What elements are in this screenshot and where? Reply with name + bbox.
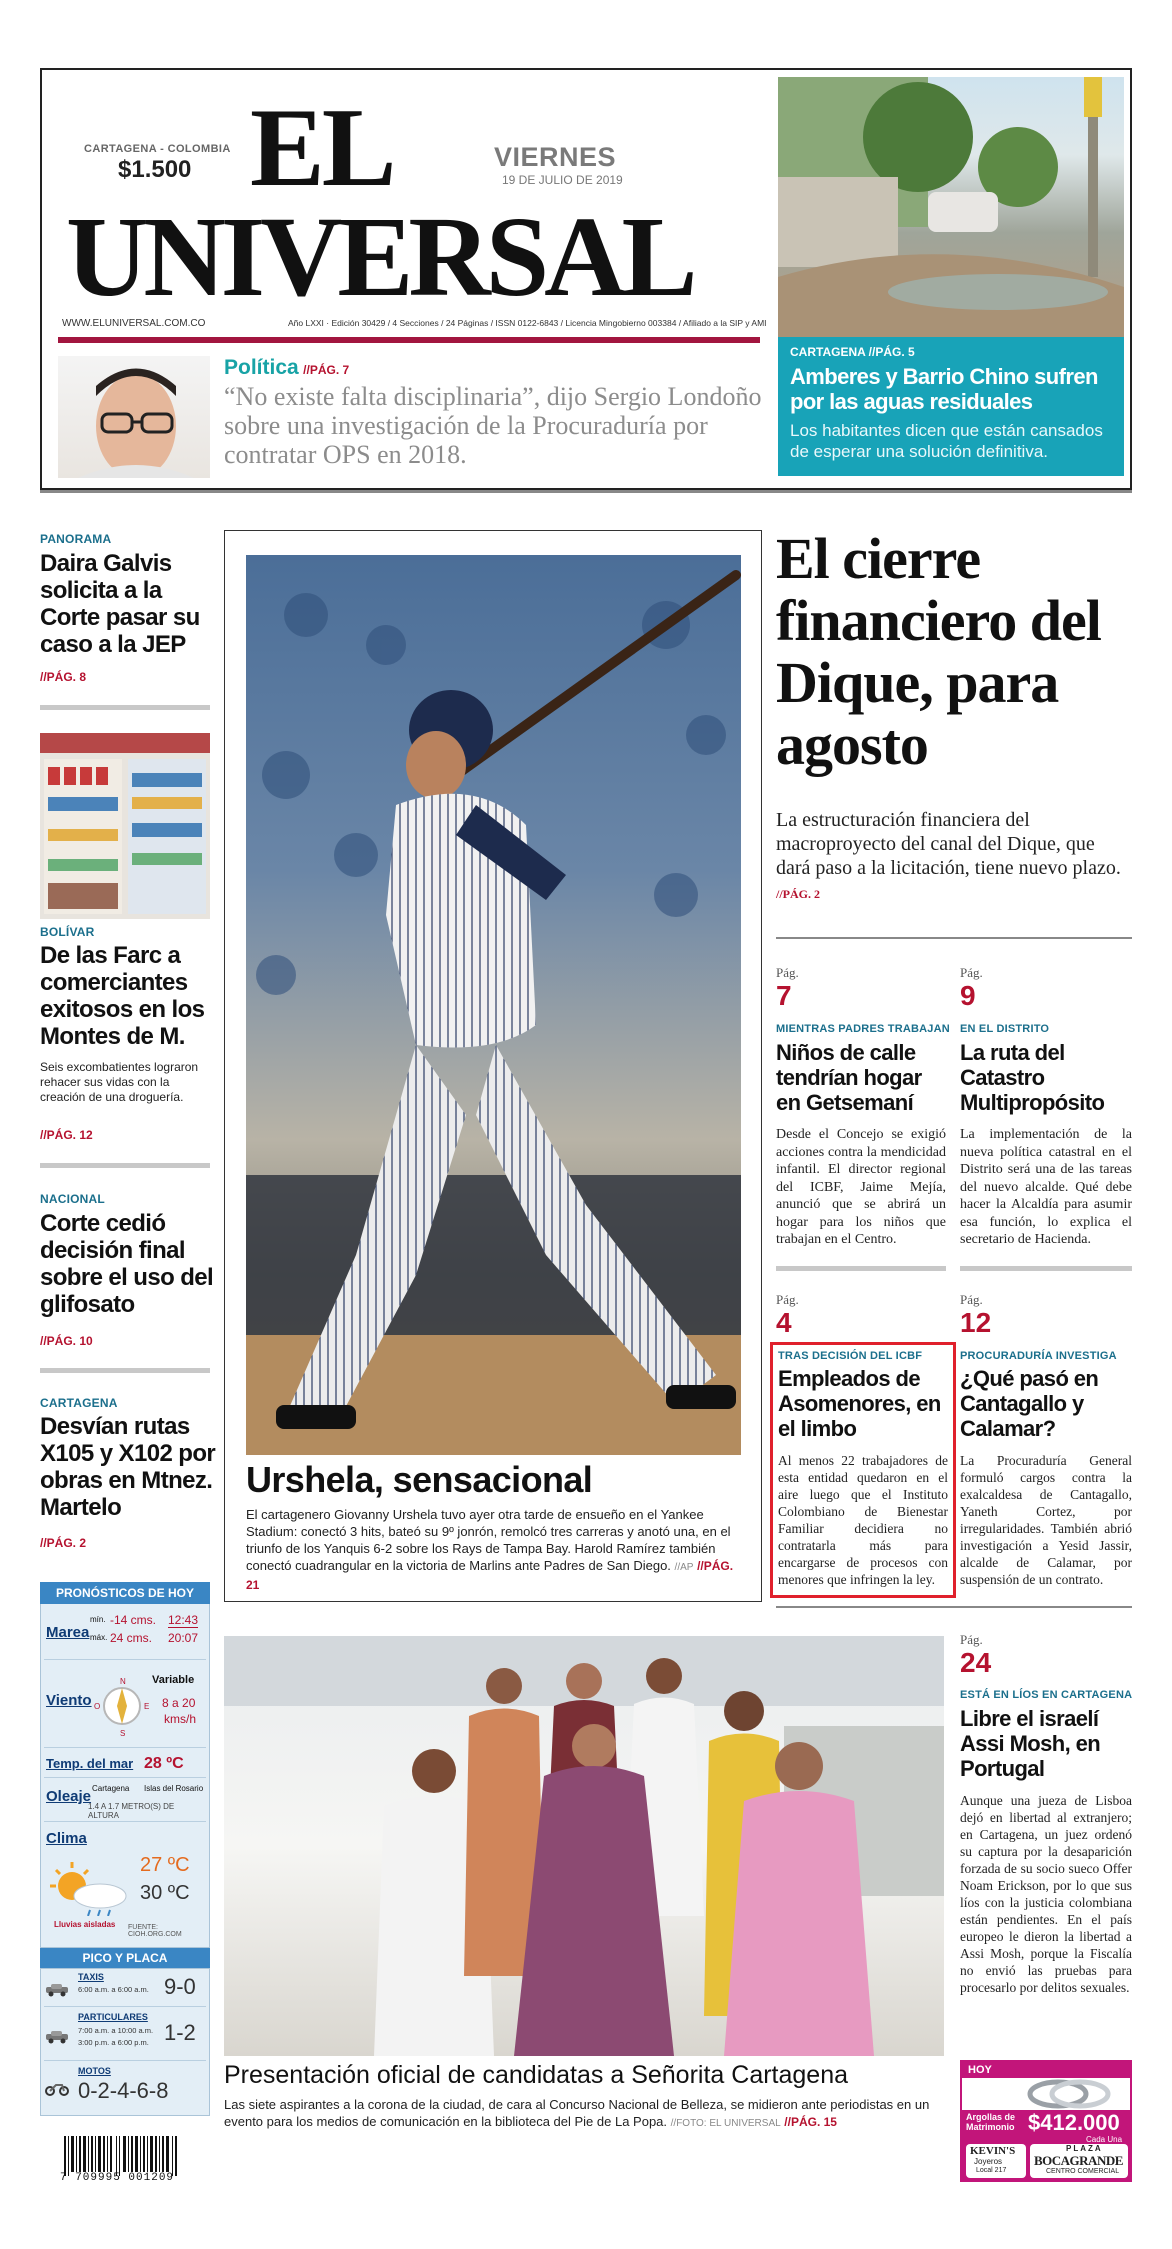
politica-section-label: Política [224,356,299,379]
politica-quote: “No existe falta disciplinaria”, dijo Sergio Londoño sobre una investigación de la Procuraduría por contratar OPS en 2018. [224,382,762,469]
top-right-deck: Los habitantes dicen que están cansados de esperar una solución definitiva. [790,421,1103,461]
car-icon [44,2030,70,2044]
brief-7-num: 7 [776,980,792,1011]
masthead-city: CARTAGENA - COLOMBIA [84,143,231,155]
weather-row-clima [44,1824,206,1940]
briefs-divider-b [960,1266,1132,1271]
left-divider-1 [40,705,210,710]
lead-page-ref: //PÁG. 2 [776,887,820,901]
ad-hoy: HOY [962,2062,1130,2078]
taxis-hours: 6:00 a.m. a 6:00 a.m. [78,1985,149,1994]
left-page-cartagena: //PÁG. 2 [40,1536,87,1550]
sun-rain-icon [46,1860,130,1916]
main-photo-page: //PÁG. 21 [246,1559,734,1592]
oleaje-place-b: Islas del Rosario [144,1784,204,1793]
politician-portrait [58,356,210,478]
politica-page-ref: //PÁG. 7 [303,363,350,377]
brief-24-num: 24 [960,1647,992,1678]
particulares-hours-1: 7:00 a.m. a 10:00 a.m. [78,2026,154,2035]
left-kicker-cartagena: CARTAGENA [40,1396,118,1410]
brief-12-body: La Procuraduría General formuló cargos contra la exalcaldesa de Cantagallo, Yaneth Cortez, por irregularidades. También abrió investigación a Yesid Jassir, alcalde de Calamar, por suspensión de un contrato. [960,1453,1132,1587]
politica-section [224,356,349,380]
viento-direction: Variable [152,1674,195,1686]
left-headline-panorama[interactable]: Daira Galvis solicita a la Corte pasar su caso a la JEP [40,550,200,658]
brief-24-pag: Pág. [960,1632,983,1647]
masthead-date: 19 DE JULIO DE 2019 [502,173,623,187]
ad-each: Cada Una [1086,2135,1123,2144]
left-page-panorama: //PÁG. 8 [40,670,87,684]
svg-text:S: S [120,1729,126,1736]
lead-deck-text: La estructuración financiera del macroproyecto del canal del Dique, que dará paso a la licitación, tiene nuevo plazo. [776,809,1121,879]
svg-text:O: O [94,1702,101,1711]
street-sewage-photo [778,77,1124,337]
bottom-photo-page: //PÁG. 15 [784,2115,837,2129]
left-headline-nacional[interactable]: Corte cedió decisión final sobre el uso del glifosato [40,1210,214,1318]
marea-max-label: máx. [90,1633,108,1642]
left-page-nacional: //PÁG. 10 [40,1334,93,1348]
main-photo-credit: //AP [674,1562,694,1573]
weather-row-temp [44,1750,206,1778]
brief-24-body: Aunque una jueza de Lisboa dejó en libertad al extranjero; en Cartagena, un juez ordenó su captura por la desaparición forzada de su socio sueco Offer Noam Erickson, por lo que sus líos con la justicia colombiana están pendientes. En el país europeo le dieron la libertad a Assi Mosh, porque la Fiscalía no envió las pruebas para procesarlo por delitos sexuales. [960,1793,1132,1995]
briefs-bottom-rule [776,1606,1132,1608]
left-headline-bolivar[interactable]: De las Farc a comerciantes exitosos en los Montes de M. [40,942,205,1050]
brief-9-headline[interactable]: La ruta del Catastro Multipropósito [960,1040,1105,1115]
baseball-player-photo[interactable] [246,555,741,1455]
viento-value: 8 a 20 [162,1696,196,1710]
svg-text:N: N [120,1677,126,1686]
marea-min: -14 cms. [110,1613,157,1627]
svg-text:E: E [144,1702,150,1711]
ad-local: Local 217 [976,2167,1007,2174]
lead-divider [776,937,1132,939]
masthead-price: $1.500 [118,156,192,183]
brief-4-pag: Pág. [776,1292,799,1307]
taxi-icon [44,1983,70,1997]
weather-source: FUENTE: CIOH.ORG.COM [128,1924,182,1938]
ad-mall-2: CENTRO COMERCIAL [1046,2168,1120,2175]
ad-brand: KEVIN'S [970,2145,1016,2157]
ad-mall: BOCAGRANDE [1034,2153,1123,2168]
main-photo-caption [246,1506,746,1594]
left-deck-bolivar: Seis excombatientes lograron rehacer sus vidas con la creación de una droguería. [40,1060,199,1104]
weather-row-marea [44,1610,206,1660]
rings-icon [1020,2076,1120,2110]
masthead-rule [58,337,760,343]
taxis-label: TAXIS [78,1972,104,1982]
bottom-photo-credit: //FOTO: EL UNIVERSAL [670,2118,781,2129]
clima-label: Clima [46,1830,87,1847]
motorcycle-icon [44,2080,70,2096]
motos-value: 0-2-4-6-8 [78,2078,169,2103]
marea-max: 24 cms. [110,1631,153,1645]
weather-row-viento [44,1662,206,1748]
weather-row-oleaje [44,1780,206,1822]
brief-12-pag: Pág. [960,1292,983,1307]
pico-title: PICO Y PLACA [40,1948,210,1968]
brief-4-body: Al menos 22 trabajadores de esta entidad quedaron en el aire luego que el Instituto Colombiano de Bienestar Familiar decidiera no contratarla más para encargarse de procesos con menores que infringen la ley. [778,1453,948,1587]
briefs-divider-a [776,1266,946,1271]
brief-7-headline[interactable]: Niños de calle tendrían hogar en Getsemaní [776,1040,922,1115]
oleaje-place-a: Cartagena [92,1784,130,1793]
particulares-value: 1-2 [164,2020,196,2045]
viento-unit: kms/h [164,1712,197,1726]
left-page-bolivar: //PÁG. 12 [40,1128,93,1142]
viento-label: Viento [46,1692,92,1709]
left-divider-2 [40,1163,210,1168]
motos-label: MOTOS [78,2066,111,2076]
bottom-photo-caption [224,2096,944,2132]
compass-icon [94,1676,150,1736]
brief-9-pag: Pág. [960,965,983,980]
masthead-edition-info: Año LXXI · Edición 30429 / 4 Secciones / 24 Páginas / ISSN 0122-6843 / Licencia Mingobierno 003384 / Afiliado a la SIP y AMI [288,318,767,328]
brief-12-num: 12 [960,1307,992,1338]
clima-desc: Lluvias aisladas [54,1920,116,1929]
pharmacy-photo [40,733,210,919]
brief-7-kicker: MIENTRAS PADRES TRABAJAN [776,1023,950,1035]
top-right-kicker: CARTAGENA //PÁG. 5 [790,345,915,359]
bottom-photo-headline[interactable]: Presentación oficial de candidatas a Señorita Cartagena [224,2061,849,2089]
candidates-photo[interactable] [224,1636,944,2056]
brief-24-kicker: ESTÁ EN LÍOS EN CARTAGENA [960,1689,1133,1701]
marea-label: Marea [46,1624,90,1641]
left-divider-3 [40,1368,210,1373]
lead-headline[interactable]: El cierre financiero del Dique, para agosto [776,526,1101,777]
left-kicker-nacional: NACIONAL [40,1192,105,1206]
marea-min-time: 12:43 [168,1613,199,1627]
particulares-hours-2: 3:00 p.m. a 6:00 p.m. [78,2038,149,2047]
brief-4-kicker: TRAS DECISIÓN DEL ICBF [778,1350,923,1362]
masthead-name-line2: UNIVERSAL [66,193,693,320]
left-kicker-panorama: PANORAMA [40,532,112,546]
masthead-website[interactable]: WWW.ELUNIVERSAL.COM.CO [62,318,206,329]
brief-9-num: 9 [960,980,976,1011]
temp-value: 28 ºC [144,1755,184,1772]
top-right-headline[interactable]: Amberes y Barrio Chino sufren por las aguas residuales [790,364,1098,414]
marea-max-time: 20:07 [168,1631,199,1645]
ad-offer: Argollas de Matrimonio [966,2112,1016,2132]
taxis-value: 9-0 [164,1974,196,1999]
brief-9-kicker: EN EL DISTRITO [960,1023,1050,1035]
marea-min-label: mín. [90,1615,106,1624]
particulares-label: PARTICULARES [78,2012,148,2022]
ad-plaza: PLAZA [1066,2144,1103,2153]
brief-7-pag: Pág. [776,965,799,980]
oleaje-label: Oleaje [46,1788,92,1805]
left-kicker-bolivar: BOLÍVAR [40,925,95,939]
main-photo-caption-text: El cartagenero Giovanny Urshela tuvo ayer otra tarde de ensueño en el Yankee Stadium: conectó 3 hits, bateó su 9º jonrón, remolcó tres carreras y anotó una, en el triunfo de los Yanquis 6-2 sobre los Rays de Tampa Bay. Harold Ramírez también conectó cuadrangular en la victoria de Marlins ante Padres de San Diego. [246,1507,731,1573]
weather-title: PRONÓSTICOS DE HOY [40,1582,210,1604]
ad-price: $412.000 [1028,2110,1120,2135]
pico-divider-1 [44,2006,206,2007]
ad-brand-2: Joyeros [974,2157,1003,2166]
bottom-photo-caption-text: Las siete aspirantes a la corona de la ciudad, de cara al Concurso Nacional de Belleza, se midieron ante periodistas en un evento para los medios de comunicación en la biblioteca del Pie de La Popa. [224,2097,930,2129]
clima-temp-1: 27 ºC [140,1854,190,1876]
brief-7-body: Desde el Concejo se exigió acciones contra la mendicidad infantil. El director regional del ICBF, Jaime Mejía, anunció que se abrirá un hogar para los niños que trabajan en el Centro. [776,1127,946,1247]
oleaje-value: 1.4 A 1.7 METRO(S) DE ALTURA [88,1802,175,1820]
brief-4-headline[interactable]: Empleados de Asomenores, en el limbo [778,1366,941,1441]
lead-deck [776,808,1126,906]
masthead-bottom-rule [40,490,1132,493]
brief-24-headline[interactable]: Libre el israelí Assi Mosh, en Portugal [960,1706,1101,1781]
brief-4-num: 4 [776,1307,792,1338]
masthead-name-line1: EL [250,86,394,210]
brief-12-headline[interactable]: ¿Qué pasó en Cantagallo y Calamar? [960,1366,1099,1441]
clima-temp-2: 30 ºC [140,1882,190,1904]
pico-divider-2 [44,2060,206,2061]
main-photo-headline[interactable]: Urshela, sensacional [246,1459,593,1500]
brief-12-kicker: PROCURADURÍA INVESTIGA [960,1350,1117,1362]
masthead-day: VIERNES [494,142,617,172]
temp-label: Temp. del mar [46,1756,134,1771]
brief-9-body: La implementación de la nueva política catastral en el Distrito será una de las tareas del nuevo alcalde. Qué debe hacer la Alcaldía para asumir esa función, lo explica el secretario de Hacienda. [960,1127,1132,1247]
left-headline-cartagena[interactable]: Desvían rutas X105 y X102 por obras en Mtnez. Martelo [40,1413,216,1521]
barcode-number: 7 709995 001209 [60,2172,175,2184]
